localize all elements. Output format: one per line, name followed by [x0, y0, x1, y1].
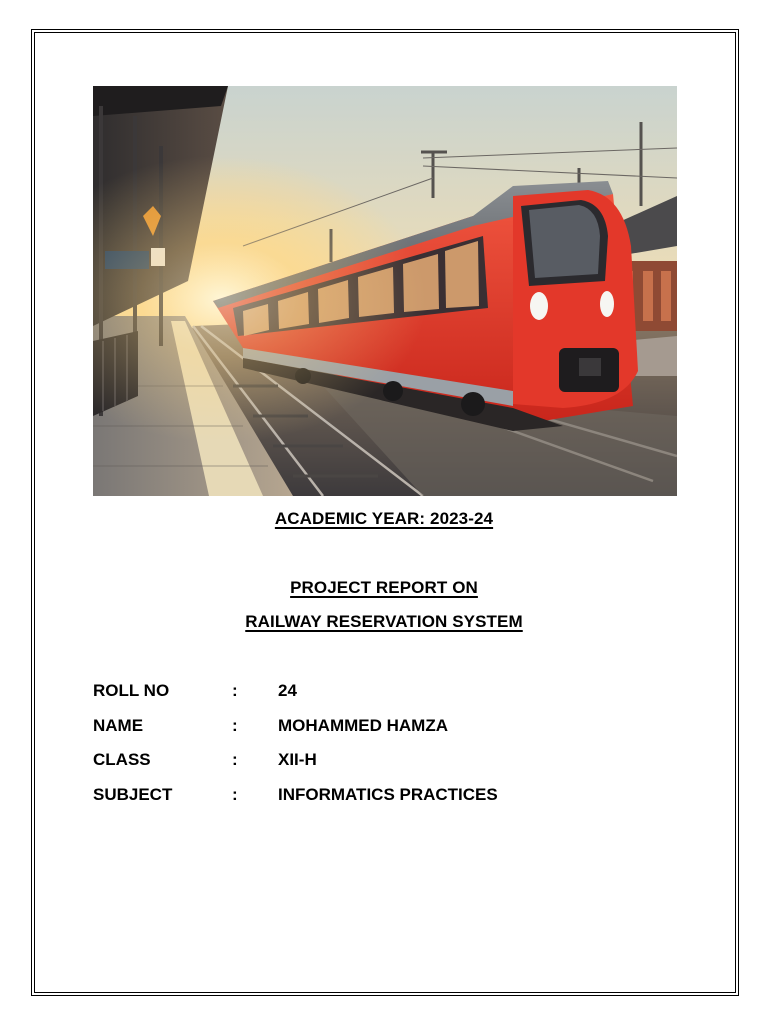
project-title-text: RAILWAY RESERVATION SYSTEM	[245, 612, 523, 631]
detail-label: NAME	[93, 715, 144, 735]
academic-year-text: ACADEMIC YEAR: 2023-24	[274, 509, 494, 528]
train-photo	[93, 86, 677, 496]
detail-colon: :	[232, 681, 238, 700]
detail-value: INFORMATICS PRACTICES	[278, 784, 498, 804]
detail-label: CLASS	[93, 750, 151, 769]
detail-label: ROLL NO	[93, 681, 170, 700]
detail-row-subject	[93, 785, 653, 820]
detail-row-class	[93, 750, 653, 785]
detail-value: MOHAMMED HAMZA	[278, 715, 448, 735]
detail-value: 24	[278, 681, 297, 700]
detail-value: XII-H	[278, 750, 317, 769]
detail-colon: :	[232, 784, 238, 804]
detail-label: SUBJECT	[93, 784, 173, 804]
project-heading	[0, 578, 768, 598]
project-heading-text: PROJECT REPORT ON	[290, 578, 478, 597]
detail-colon: :	[232, 750, 238, 769]
student-details	[93, 681, 653, 819]
project-title	[0, 612, 768, 632]
detail-row-name	[93, 716, 653, 751]
detail-row-roll-no	[93, 681, 653, 716]
detail-colon: :	[232, 715, 238, 735]
academic-year	[0, 509, 768, 529]
